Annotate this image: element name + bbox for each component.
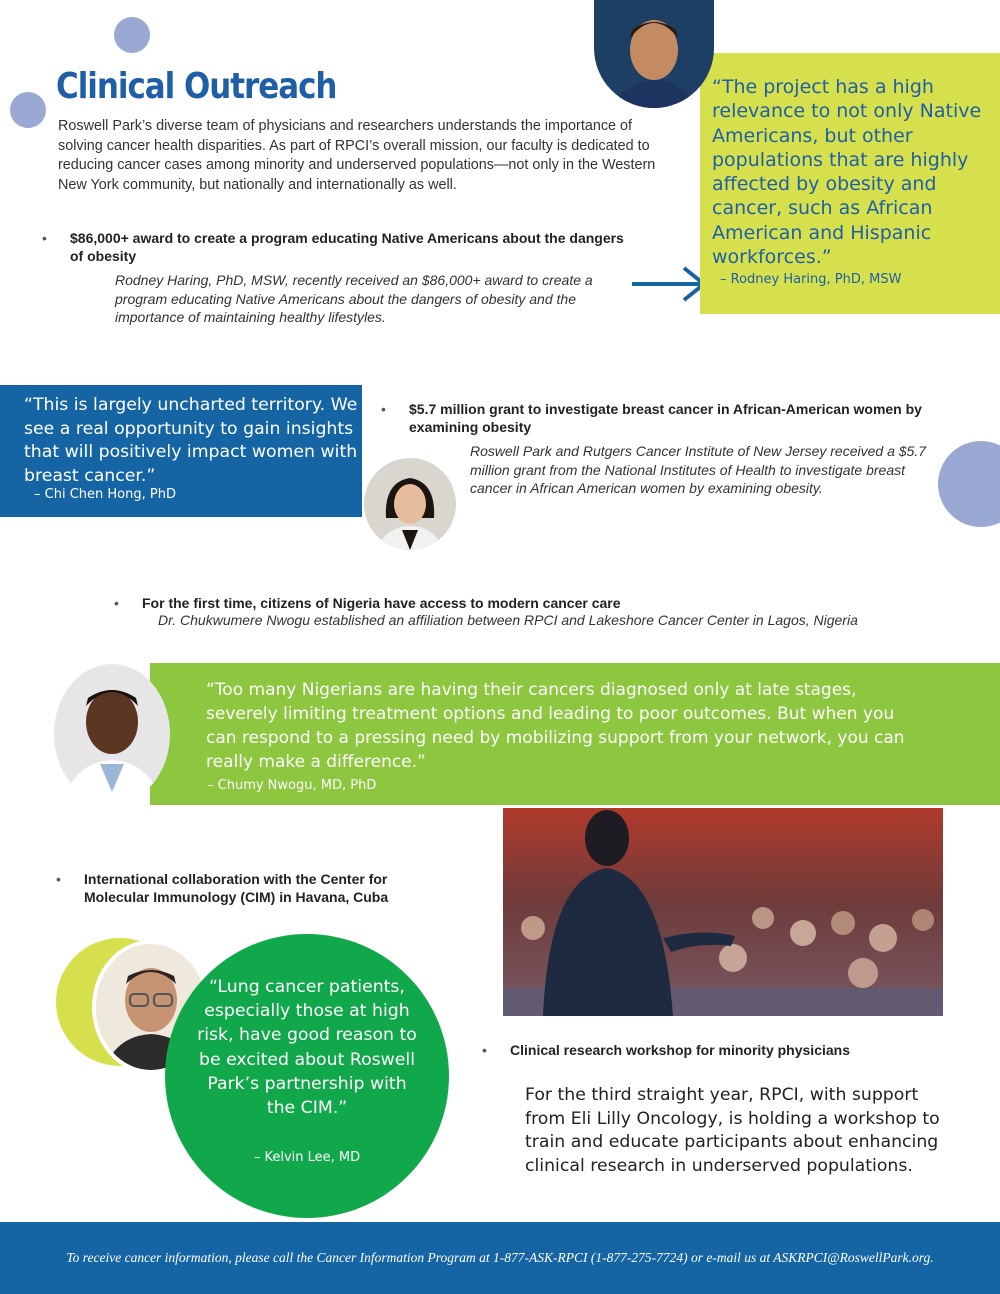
native-quote: “The project has a high relevance to not only Native Americans, but other populations that are highly affected by obesity and cancer, such as African American and Hispanic workforces.” — [712, 76, 982, 269]
native-attribution: – Rodney Haring, PhD, MSW — [720, 272, 902, 287]
footer-contact-text: To receive cancer information, please call the Cancer Information Program at 1-877-ASK-RPCI (1-877-275-7724) or e-mail us at ASKRPCI@RoswellPark.org. — [66, 1250, 934, 1265]
nigeria-quote: “Too many Nigerians are having their cancers diagnosed only at late stages, severely limiting treatment options and leading to poor outcomes. But when you can respond to a pressing need by mobilizing support from your network, you can really make a difference.” — [206, 680, 905, 772]
cuba-bullet: • International collaboration with the Center for Molecular Immunology (CIM) in Havana, Cuba — [56, 871, 389, 905]
portrait-chi-chen-hong — [364, 458, 456, 550]
footer-bar — [0, 1222, 1000, 1294]
portrait-rodney-haring — [594, 0, 714, 108]
decorative-dot — [10, 92, 46, 128]
native-bullet: • $86,000+ award to create a program educating Native Americans about the dangers of obesity — [42, 230, 624, 264]
breast-bullet-text: $5.7 million grant to investigate breast cancer in African-American women by examining obesity — [409, 401, 922, 435]
workshop-bullet-text: Clinical research workshop for minority physicians — [510, 1042, 850, 1058]
workshop-description: For the third straight year, RPCI, with support from Eli Lilly Oncology, is holding a workshop to train and educate participants about enhancing clinical research in underserved populations. — [525, 1085, 940, 1176]
cuba-attribution: – Kelvin Lee, MD — [253, 1150, 361, 1165]
cuba-bullet-text: International collaboration with the Center for Molecular Immunology (CIM) in Havana, Cuba — [84, 871, 389, 905]
nigeria-attribution: – Chumy Nwogu, MD, PhD — [207, 778, 377, 793]
decorative-dot — [938, 441, 1000, 527]
native-bullet-text: $86,000+ award to create a program educating Native Americans about the dangers of obesity — [70, 230, 624, 264]
decorative-dot — [114, 17, 150, 53]
nigeria-bullet: • For the first time, citizens of Nigeria have access to modern cancer care — [114, 595, 621, 611]
cuba-quote: “Lung cancer patients, especially those at high risk, have good reason to be excited about Roswell Park’s partnership with the CIM.” — [197, 977, 417, 1119]
nigeria-bullet-text: For the first time, citizens of Nigeria have access to modern cancer care — [142, 595, 621, 611]
nigeria-description: Dr. Chukwumere Nwogu established an affiliation between RPCI and Lakeshore Cancer Center in Lagos, Nigeria — [158, 612, 858, 628]
breast-quote: “This is largely uncharted territory. We see a real opportunity to gain insights that will positively impact women with breast cancer.” — [24, 395, 358, 486]
native-description: Rodney Haring, PhD, MSW, recently received an $86,000+ award to create a program educating Native Americans about the dangers of obesity and the importance of maintaining healthy lifestyles. — [115, 272, 593, 325]
breast-bullet: • $5.7 million grant to investigate breast cancer in African-American women by examining obesity — [381, 401, 922, 435]
workshop-photo — [503, 808, 943, 1016]
breast-attribution: – Chi Chen Hong, PhD — [34, 487, 176, 502]
intro-paragraph: Roswell Park’s diverse team of physicians and researchers understands the importance of solving cancer health disparities. As part of RPCI’s overall mission, our faculty is dedicated to reducing cancer cases among minority and underserved populations—not only in the Western New York community, but nationally and internationally as well. — [58, 118, 656, 193]
breast-description: Roswell Park and Rutgers Cancer Institute of New Jersey received a $5.7 million grant from the National Institutes of Health to investigate breast cancer in African American women by examining obesity. — [470, 443, 926, 496]
portrait-chumy-nwogu — [54, 664, 170, 804]
workshop-bullet: • Clinical research workshop for minority physicians — [482, 1042, 850, 1058]
page-title: Clinical Outreach — [56, 66, 337, 107]
